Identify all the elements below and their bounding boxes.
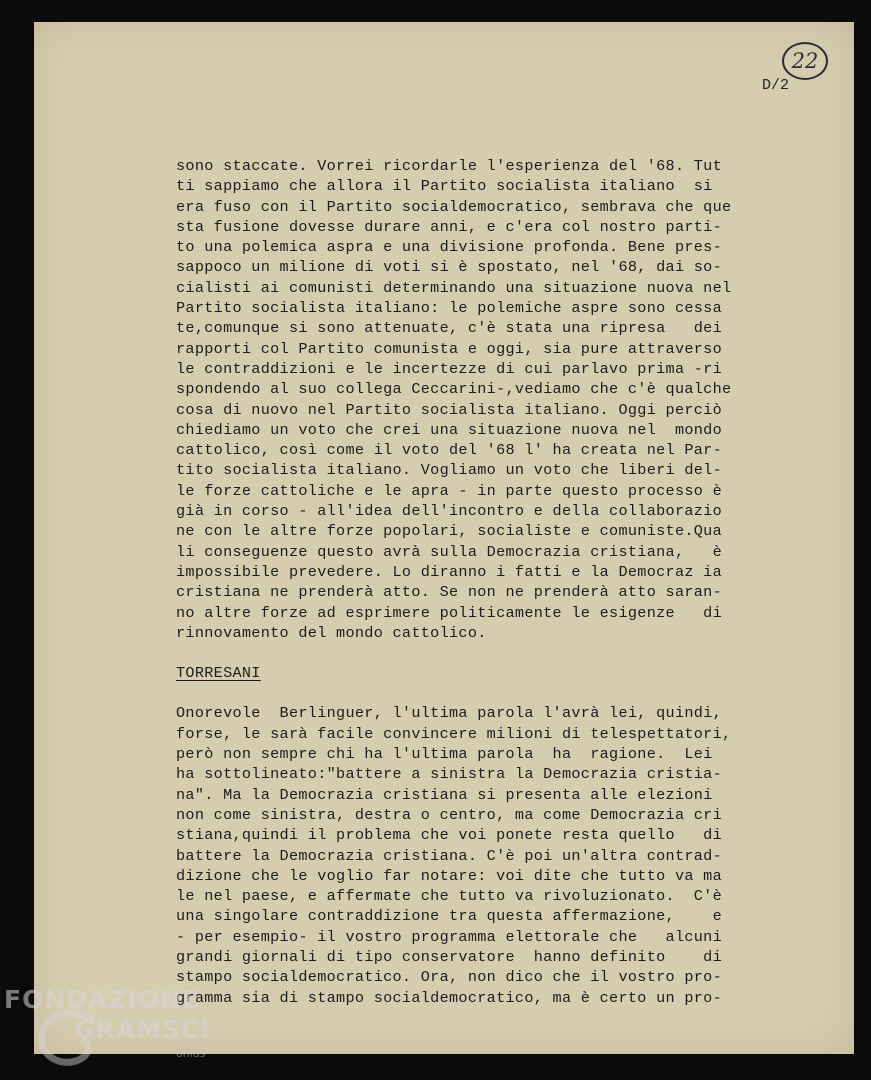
text-line: li conseguenze questo avrà sulla Democrazia cristiana, è [176, 542, 723, 561]
text-line: impossibile prevedere. Lo diranno i fatti e la Democraz ia [176, 562, 723, 581]
text-line: le nel paese, e affermate che tutto va rivoluzionato. C'è [176, 887, 723, 906]
page-code: D/2 [762, 77, 790, 94]
watermark-line3: onlus [176, 1047, 206, 1060]
text-line: gramma sia di stampo socialdemocratico, ma è certo un pro- [176, 988, 723, 1007]
paragraph-gap [176, 643, 826, 663]
text-line: ha sottolineato:"battere a sinistra la Democrazia cristia- [176, 765, 723, 784]
text-line: cristiana ne prenderà atto. Se non ne prenderà atto saran- [176, 583, 723, 602]
text-line: to una polemica aspra e una divisione profonda. Bene pres- [176, 238, 723, 257]
typed-text [176, 156, 826, 1008]
text-line: rapporti col Partito comunista e oggi, sia pure attraverso [176, 339, 723, 358]
text-line: Partito socialista italiano: le polemiche aspre sono cessa [176, 299, 723, 318]
text-line: forse, le sarà facile convincere milioni di telespettatori, [176, 724, 732, 743]
speaker-name: TORRESANI [176, 664, 261, 683]
text-line: - per esempio- il vostro programma elettorale che alcuni [176, 927, 723, 946]
text-line: sappoco un milione di voti si è spostato, nel '68, dai so- [176, 258, 723, 277]
text-line: Onorevole Berlinguer, l'ultima parola l'avrà lei, quindi, [176, 704, 723, 723]
text-line: sono staccate. Vorrei ricordarle l'esperienza del '68. Tut [176, 157, 723, 175]
text-line: ne con le altre forze popolari, socialiste e comuniste.Qua [176, 522, 723, 541]
text-line: no altre forze ad esprimere politicamente le esigenze di [176, 603, 723, 622]
text-line: cialisti ai comunisti determinando una situazione nuova nel [176, 278, 732, 297]
text-line: le forze cattoliche e le apra - in parte questo processo è [176, 481, 723, 500]
text-line: grandi giornali di tipo conservatore hanno definito di [176, 947, 723, 966]
text-line: na". Ma la Democrazia cristiana si presenta alle elezioni [176, 785, 713, 804]
archive-number: 22 [791, 49, 819, 73]
document-page [34, 22, 854, 1054]
archive-number-stamp [782, 42, 828, 80]
text-line: battere la Democrazia cristiana. C'è poi un'altra contrad- [176, 846, 723, 865]
text-line: non come sinistra, destra o centro, ma come Democrazia cri [176, 805, 723, 824]
watermark-line1: FONDAZIONE [4, 985, 201, 1014]
text-line: dizione che le voglio far notare: voi dite che tutto va ma [176, 866, 723, 885]
watermark-line2: GRAMSCI [74, 1015, 211, 1044]
text-line: era fuso con il Partito socialdemocratico, sembrava che que [176, 197, 732, 216]
paragraph-gap [176, 683, 826, 703]
text-line: chiediamo un voto che crei una situazione nuova nel mondo [176, 420, 723, 439]
text-line: cattolico, così come il voto del '68 l' ha creata nel Par- [176, 441, 723, 460]
paragraph-torresani [176, 703, 826, 1007]
text-line: le contraddizioni e le incertezze di cui parlavo prima -ri [176, 359, 723, 378]
text-line: sta fusione dovesse durare anni, e c'era col nostro parti- [176, 217, 723, 236]
paragraph-continuation [176, 156, 826, 643]
text-line: una singolare contraddizione tra questa affermazione, e [176, 907, 723, 926]
text-line: ti sappiamo che allora il Partito socialista italiano si [176, 177, 713, 196]
text-line: spondendo al suo collega Ceccarini-,vediamo che c'è qualche [176, 380, 732, 399]
text-line: tito socialista italiano. Vogliamo un voto che liberi del- [176, 461, 723, 480]
text-line: già in corso - all'idea dell'incontro e della collaborazio [176, 502, 723, 521]
text-line: però non sempre chi ha l'ultima parola ha ragione. Lei [176, 745, 713, 764]
text-line: stiana,quindi il problema che voi ponete resta quello di [176, 826, 723, 845]
text-line: te,comunque si sono attenuate, c'è stata una ripresa dei [176, 319, 723, 338]
text-line: stampo socialdemocratico. Ora, non dico che il vostro pro- [176, 968, 723, 987]
text-line: rinnovamento del mondo cattolico. [176, 623, 487, 642]
text-line: cosa di nuovo nel Partito socialista italiano. Oggi perciò [176, 400, 723, 419]
